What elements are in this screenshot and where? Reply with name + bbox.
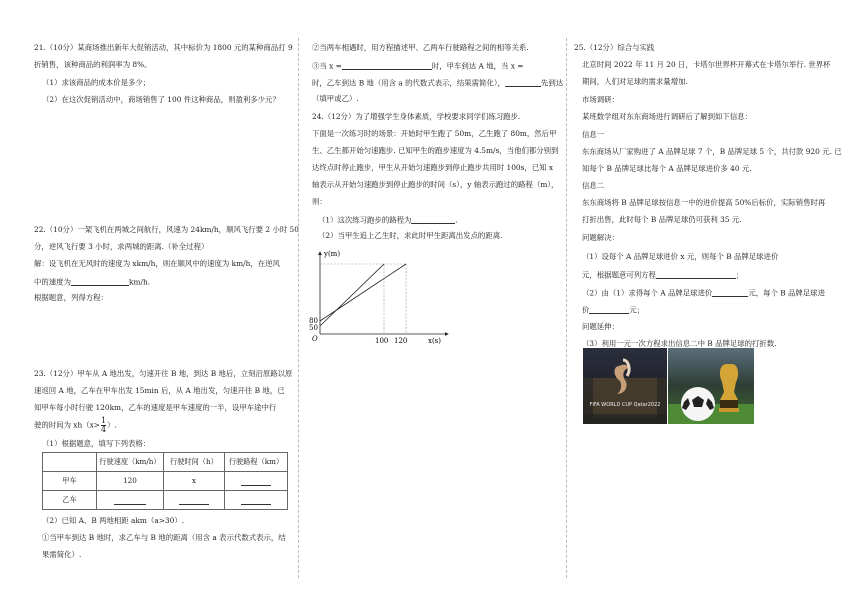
blank-equation[interactable] [656, 270, 736, 279]
q25-info1-label: 信息一 [582, 130, 605, 139]
q21-line2: 折销售，该种商品的利润率为 8%。 [34, 60, 152, 69]
table-cell[interactable] [96, 491, 163, 510]
q23-part2-3: ③当 x = 时，甲车到达 A 地，当 x = [312, 61, 524, 71]
q25-part1: （1）设每个 A 品牌足球进价 x 元，则每个 B 品牌足球进价 [582, 252, 779, 261]
q25-part3: （3）利用一元一次方程求出信息二中 B 品牌足球的打折数. [582, 339, 777, 348]
q25-extension-label: 问题延伸： [582, 322, 619, 331]
q25-heading-research: 市场调研： [582, 95, 619, 104]
q23-line4: 驶的时间为 xh（x> $\frac{1}{4}$ ）. [34, 416, 117, 434]
table-blank[interactable] [241, 496, 271, 505]
q25-part2b: 价 元； [582, 305, 645, 315]
table-cell[interactable] [224, 491, 287, 510]
blank-x1[interactable] [342, 61, 432, 70]
q22-line5: 根据题意，列得方程： [34, 293, 108, 302]
q24-part1: （1）这次练习跑步的路程为 . [318, 215, 458, 225]
q23-table [42, 452, 288, 510]
q22-line3: 解：设飞机在无风时的速度为 xkm/h，则在顺风中的速度为 km/h，在逆风 [34, 259, 280, 268]
y-tick-50: 50 [309, 324, 318, 332]
q25-line8: 知每个 B 品牌足球比每个 A 品牌足球进价多 40 元. [582, 164, 752, 173]
q24-line5: 轴表示从开始匀速跑步到停止跑步的时间（s），y 轴表示跑过的路程（m）， [312, 180, 559, 189]
table-cell: 120 [96, 472, 163, 491]
q22-line1: 22.（10分）一架飞机在两城之间航行，风速为 24km/h，顺风飞行要 2 小时 50 [34, 225, 299, 234]
q25-title: 25.（12分）综合与实践 [574, 43, 655, 52]
table-header-cell [43, 453, 97, 472]
world-cup-text: FIFA WORLD CUP Qatar2022 [589, 402, 661, 408]
table-cell: 乙车 [43, 491, 97, 510]
table-blank[interactable] [179, 496, 209, 505]
y-axis-label: y(m) [324, 250, 341, 258]
x-axis-label: x(s) [428, 337, 442, 345]
q22-line2: 分，逆风飞行要 3 小时，求两城的距离.（补全过程） [34, 242, 209, 251]
q24-line2: 下面是一次练习时的场景：开始时甲生跑了 50m，乙生跑了 80m，然后甲 [312, 129, 557, 138]
table-blank[interactable] [114, 496, 146, 505]
distance-time-graph [308, 244, 458, 346]
table-cell[interactable] [163, 491, 224, 510]
q23-line3: 知甲车每小时行驶 120km，乙车的速度是甲车速度的一半，设甲车途中行 [34, 403, 277, 412]
q25-line10: 东东商场将 B 品牌足球按信息一中的进价提高 50%后标价，实际销售时再 [582, 198, 826, 207]
table-header-cell: 行驶时间（h） [163, 453, 224, 472]
q23-part2-3b: 时，乙车到达 B 地（用含 a 的代数式表示，结果需简化）， 先到达 [312, 78, 564, 88]
q25-part1b: 元，根据题意可列方程 ； [582, 270, 744, 280]
q25-line7: 东东商场从厂家购进了 A 品牌足球 7 个，B 品牌足球 5 个，共付款 920 元. 已 [582, 147, 842, 156]
table-row [43, 472, 288, 491]
q23-part2: （2）已知 A、B 两地相距 akm（a>30）. [42, 516, 185, 525]
q21-part2: （2）在这次促销活动中，商场销售了 100 件这种商品，则盈利多少元？ [42, 95, 280, 104]
q23-line2: 速返回 A 地，乙车在甲车出发 15min 后，从 A 地出发，匀速开往 B 地，已 [34, 386, 285, 395]
line-yi [320, 264, 406, 321]
q24-line4: 达终点时停止跑步，甲生从开始匀速跑步到停止跑步共用时 100s，已知 x [312, 163, 554, 172]
q24-part2: （2）当甲生追上乙生时，求此时甲生距离出发点的距离. [318, 231, 503, 240]
table-header-row [43, 453, 288, 472]
fraction: $\frac{1}{4}$ [100, 416, 107, 434]
q22-line4: 中的速度为 km/h. [34, 277, 151, 287]
world-cup-logo-image [583, 348, 667, 424]
q21-line1: 21.（10分）某商场推出新年大促销活动，其中标价为 1800 元的某种商品打 9 [34, 43, 293, 52]
q23-part2-2: ②当两车相遇时，用方程描述甲、乙两车行驶路程之间的相等关系. [312, 43, 529, 52]
q23-part2-3c: （填甲或乙）. [312, 94, 359, 103]
blank-price-a[interactable] [712, 288, 748, 297]
origin-label: O [312, 335, 318, 343]
line-jia [320, 264, 384, 326]
q23-part2-1b: 果需简化）. [42, 550, 82, 559]
q25-problem-label: 问题解决： [582, 233, 619, 242]
blank-price-b[interactable] [589, 305, 629, 314]
q25-part2: （2）由（1）求得每个 A 品牌足球进价 元，每个 B 品牌足球进 [582, 288, 825, 298]
table-blank[interactable] [241, 477, 271, 486]
y-tick-80: 80 [309, 317, 318, 325]
q24-line6: 则： [312, 197, 327, 206]
table-header-cell: 行驶路程（km） [224, 453, 287, 472]
q25-line5: 某班数学组对东东商场进行调研后了解到如下信息： [582, 112, 752, 121]
x-tick-100: 100 [375, 337, 389, 345]
q23-part2-1: ①当甲车到达 B 地时，求乙车与 B 地的距离（用含 a 表示代数式表示，结 [42, 533, 286, 542]
column-divider [298, 38, 299, 578]
q24-line3: 生、乙生都开始匀速跑步. 已知甲生的跑步速度为 4.5m/s，当他们都分别到 [312, 146, 559, 155]
column-divider [566, 38, 567, 578]
q21-part1: （1）求该商品的成本价是多少； [42, 78, 151, 87]
football-trophy-image [668, 348, 754, 424]
table-cell: 甲车 [43, 472, 97, 491]
table-cell[interactable] [224, 472, 287, 491]
q24-line1: 24.（12分）为了增强学生身体素质，学校要求同学们练习跑步. [312, 112, 521, 121]
q25-line2: 北京时间 2022 年 11 月 20 日，卡塔尔世界杯开幕式在卡塔尔举行. 世界杯 [582, 60, 831, 69]
x-tick-120: 120 [394, 337, 408, 345]
q22-blank[interactable] [71, 277, 129, 286]
q23-part1: （1）根据题意，填写下列表格： [42, 439, 151, 448]
blank-distance[interactable] [411, 215, 455, 224]
q25-line11: 打折出售，此时每个 B 品牌足球仍可获利 35 元. [582, 215, 742, 224]
blank-who[interactable] [505, 78, 541, 87]
q25-info2-label: 信息二 [582, 181, 605, 190]
q25-line3: 期间，人们对足球的需求量增加. [582, 77, 688, 86]
table-row [43, 491, 288, 510]
q23-line1: 23.（12分）甲车从 A 地出发，匀速开往 B 地，到达 B 地后，立刻沿原路以原 [34, 369, 293, 378]
table-cell: x [163, 472, 224, 491]
table-header-cell: 行驶速度（km/h） [96, 453, 163, 472]
